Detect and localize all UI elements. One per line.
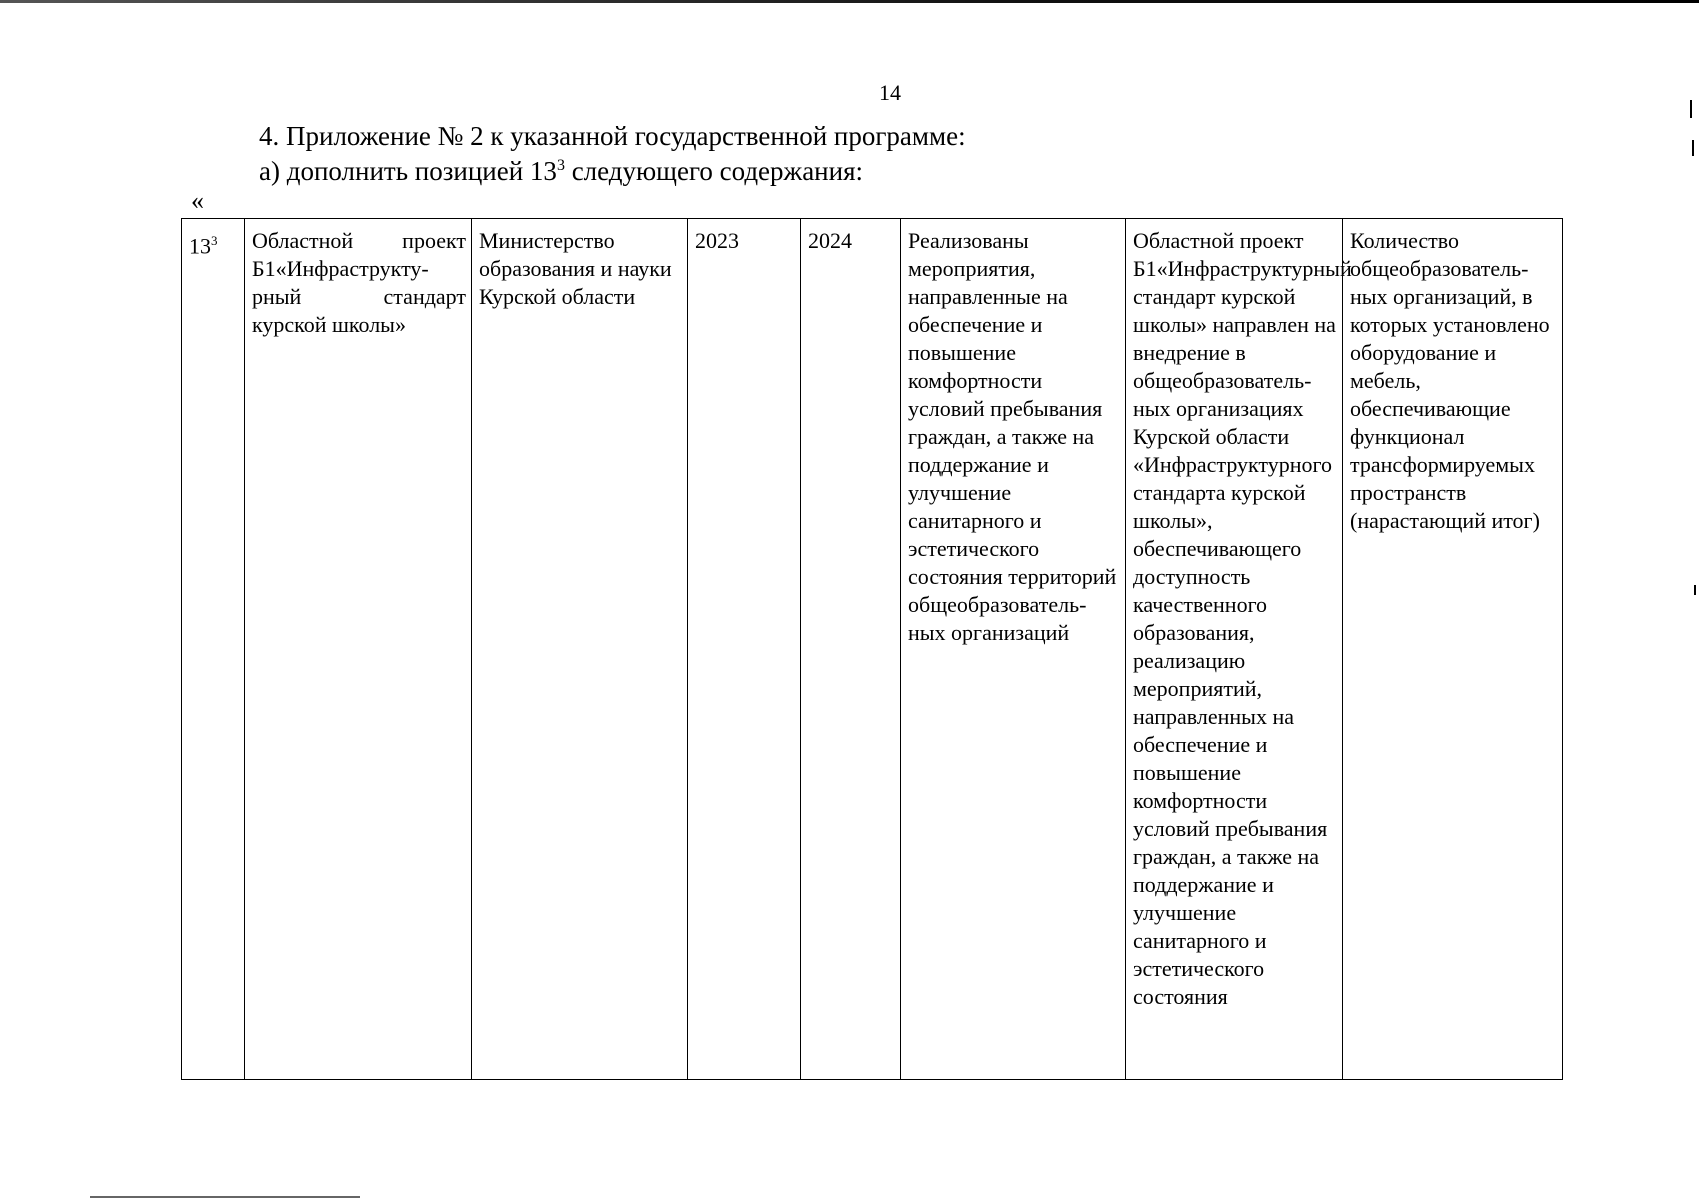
scan-bottom-mark (90, 1196, 360, 1198)
scan-edge-mark (1690, 100, 1692, 118)
scan-edge-mark (1694, 585, 1696, 595)
scan-top-edge (0, 0, 1699, 3)
heading-line-2-suffix: следующего содержания: (564, 156, 863, 186)
cell-description: Областной проект Б1«Инфраструктурный стандарт курской школы» направлен на внедрение в общеобразователь-ных организациях Курской области «Инфраструктурного стандарта курской школы», обеспечивающего доступность качественного образования, реализацию мероприятий, направленных на обеспечение и повышение комфортности условий пребывания граждан, а также на поддержание и улучшение санитарного и эстетического состояния (1126, 219, 1343, 1080)
table-row (182, 219, 1563, 1080)
cell-start-year: 2023 (688, 219, 801, 1080)
heading-superscript: 3 (556, 157, 565, 174)
cell-project-name: Областной проект Б1«Инфраструкту-рный стандарт курской школы» (245, 219, 472, 1080)
program-table (181, 218, 1563, 1080)
heading-line-2-prefix: а) дополнить позицией 13 (259, 156, 557, 186)
heading-line-2 (259, 156, 863, 187)
page-number: 14 (879, 80, 901, 105)
position-number: 13 (189, 233, 211, 259)
scan-edge-mark (1692, 140, 1694, 156)
cell-indicator: Количество общеобразователь-ных организаций, в которых установлено оборудование и мебель, обеспечивающие функционал трансформируемых пространств (нарастающий итог) (1343, 219, 1563, 1080)
cell-position-number (182, 219, 245, 1080)
cell-result: Реализованы мероприятия, направленные на обеспечение и повышение комфортности условий пребывания граждан, а также на поддержание и улучшение санитарного и эстетического состояния территорий общеобразователь-ных организаций (901, 219, 1126, 1080)
cell-end-year: 2024 (801, 219, 901, 1080)
opening-quote-mark: « (191, 186, 204, 215)
position-number-superscript: 3 (211, 233, 218, 248)
heading-line-1: 4. Приложение № 2 к указанной государственной программе: (259, 121, 966, 151)
cell-responsible: Министерство образования и науки Курской области (472, 219, 688, 1080)
